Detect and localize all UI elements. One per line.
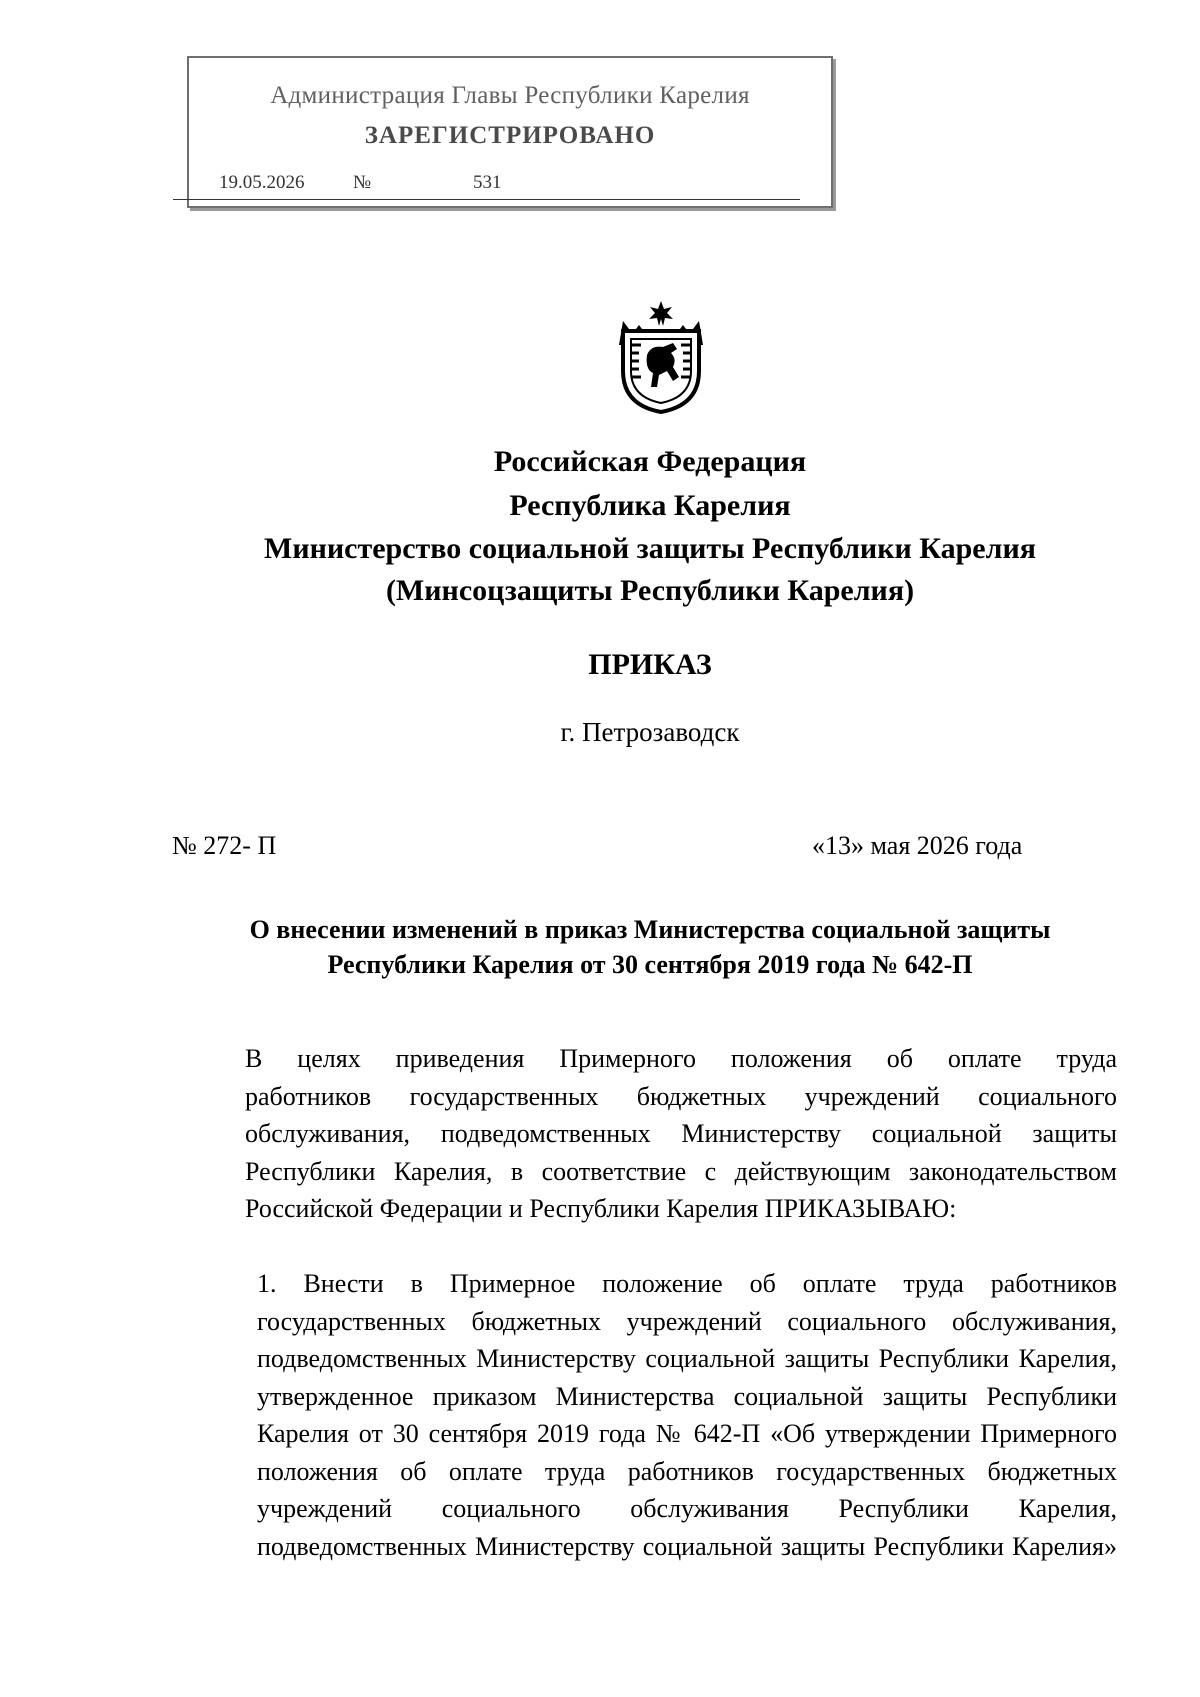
header-ministry-short: (Минсоцзащиты Республики Карелия) — [385, 574, 915, 607]
preamble-line: обслуживания, подведомственных Министерству социальной защиты — [245, 1119, 1117, 1148]
subject-line-2: Республики Карелия от 30 сентября 2019 года № 642-П — [327, 950, 973, 979]
preamble-line: Российской Федерации и Республики Карелия ПРИКАЗЫВАЮ: — [245, 1194, 957, 1223]
document-city: г. Петрозаводск — [560, 717, 740, 747]
preamble-paragraph — [172, 1040, 1117, 1228]
order-number: № 272- П — [172, 831, 277, 860]
header-region: Республика Карелия — [509, 489, 791, 522]
item-1-line: Карелия от 30 сентября 2019 года № 642-П «Об утверждении Примерного — [257, 1419, 1117, 1448]
subject-line-1: О внесении изменений в приказ Министерства социальной защиты — [249, 915, 1051, 944]
item-1-line: подведомственных Министерству социальной защиты Республики Карелия, — [257, 1344, 1117, 1373]
item-1-line: государственных бюджетных учреждений социального обслуживания, — [257, 1306, 1117, 1336]
header-country: Российская Федерация — [493, 445, 807, 478]
item-1-line: утвержденное приказом Министерства социальной защиты Республики — [257, 1381, 1117, 1411]
order-date: «13» мая 2026 года — [812, 831, 1023, 860]
preamble-line: Республики Карелия, в соответствие с действующим законодательством — [245, 1156, 1117, 1186]
stamp-organization: Администрация Главы Республики Карелия — [270, 82, 750, 109]
registration-stamp — [187, 56, 833, 208]
preamble-line: В целях приведения Примерного положения об оплате труда — [245, 1044, 1117, 1073]
karelia-coat-of-arms-icon — [617, 301, 705, 414]
header-ministry: Министерство социальной защиты Республики Карелия — [264, 532, 1036, 565]
item-1-line: 1. Внести в Примерное положение об оплате труда работников — [257, 1269, 1117, 1298]
stamp-date: 19.05.2026 — [219, 172, 305, 193]
stamp-registration-line — [173, 172, 800, 200]
stamp-number: 531 — [473, 172, 502, 193]
item-1-line: положения об оплате труда работников государственных бюджетных — [257, 1456, 1117, 1486]
stamp-underline — [173, 199, 800, 200]
item-1-paragraph — [172, 1265, 1117, 1565]
document-type: ПРИКАЗ — [588, 648, 712, 681]
stamp-status: ЗАРЕГИСТРИРОВАНО — [364, 122, 656, 149]
preamble-line: работников государственных бюджетных учреждений социального — [245, 1081, 1117, 1111]
item-1-line: учреждений социального обслуживания Республики Карелия, — [257, 1494, 1117, 1523]
stamp-number-label: № — [353, 172, 372, 193]
item-1-line: подведомственных Министерству социальной защиты Республики Карелия» — [257, 1531, 1117, 1561]
